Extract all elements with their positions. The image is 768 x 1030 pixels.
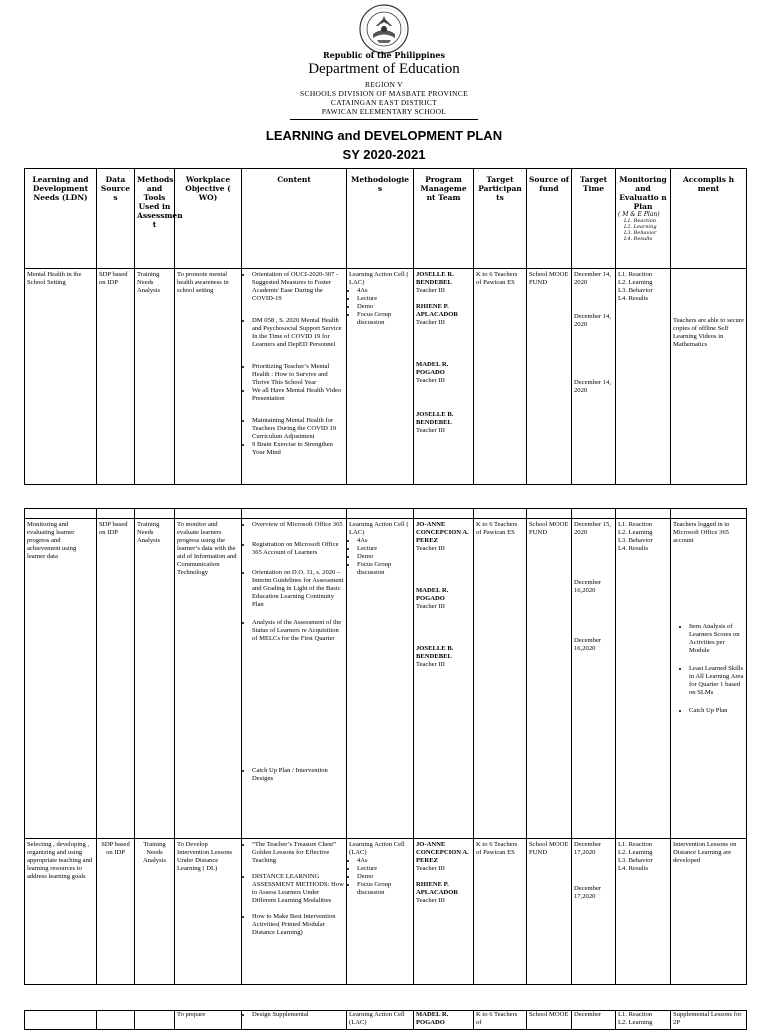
content-item: • 9 Brain Exercise to Strengthen Your Mind	[252, 441, 344, 457]
mne-level: L3. Behavior	[618, 857, 653, 864]
methodology-cell	[347, 839, 414, 985]
team-member-name: JO-ANNE CONCEPCION A. PEREZ	[416, 521, 469, 544]
time-cell	[572, 839, 616, 985]
ldn-cell: Mental Health in the School Setting	[25, 269, 97, 485]
mne-cell	[616, 269, 671, 485]
methodology-item: • Focus Group discussion	[357, 311, 411, 327]
methodology-item: • 4As	[357, 287, 411, 295]
objective-cell: To monitor and evaluate learners progress using the learner’s data with the aid of Information and Communication Technology	[175, 519, 242, 839]
participants-cell: K to 6 Teachers of	[474, 1011, 527, 1030]
team-member-role: Teacher III	[416, 897, 446, 904]
accomplishment-item: • Least Learned Skills in All Learning Area for Quarter 1 based on SLMs	[689, 665, 744, 697]
table-row	[25, 519, 747, 839]
col-content: Content	[242, 169, 347, 269]
plan-table-3	[24, 1010, 747, 1030]
plan-title: LEARNING and DEVELOPMENT PLAN	[265, 128, 503, 143]
objective-cell: To prepare	[175, 1011, 242, 1030]
target-time: December 16,2020	[574, 579, 602, 594]
objective-cell: To Develop Intervention Lessons Under Distance Learning ( DL)	[175, 839, 242, 985]
time-cell	[572, 269, 616, 485]
methodology-cell: Learning Action Cell (LAC)	[347, 1011, 414, 1030]
content-item: • Prioritizing Teacher’s Mental Health : How to Survive and Thrive This School Year	[252, 363, 344, 387]
col-mne-l3: L3. Behavior	[624, 230, 657, 236]
target-time: December 17,2020	[574, 841, 602, 856]
header-row	[25, 169, 747, 269]
source-cell: SDP based on IDP	[97, 269, 135, 485]
mne-level: L4. Results	[618, 545, 649, 552]
content-item: • Maintaining Mental Health for Teachers During the COVID 19 Curriculum Adjustment	[252, 417, 344, 441]
mne-level: L1. Reaction	[618, 1011, 653, 1018]
content-item: • Catch Up Plan / Intervention Designs	[252, 767, 344, 783]
team-member-role: Teacher III	[416, 603, 446, 610]
target-time: December 14, 2020	[574, 379, 611, 394]
blank-row	[25, 509, 747, 519]
mne-level: L2. Learning	[618, 529, 653, 536]
team-cell: MADEL R. POGADO	[414, 1011, 474, 1030]
col-mne-l2: L2. Learning	[624, 224, 657, 230]
methodology-item: • Lecture	[357, 295, 411, 303]
accomplishment-cell: Intervention Lessons on Distance Learning are developed	[671, 839, 747, 985]
col-time: Target Time	[572, 169, 616, 269]
target-time: December 16,2020	[574, 637, 602, 652]
content-item: • How to Make Best Intervention Activities( Printed Modular Distance Learning)	[252, 913, 344, 937]
content-cell	[242, 519, 347, 839]
team-member-name: JOSELLE R. BENDEBEL	[416, 271, 454, 286]
content-item: • DM 058 , S. 2020 Mental Health and Psychosocial Support Service In the Time of COVID 19 for Learners and DepED Personnel	[252, 317, 344, 349]
time-cell: December	[572, 1011, 616, 1030]
content-item: • Orientation on D.O. 31, s. 2020 – Interim Guidelines for Assessment and Grading in Light of the Basic Education Learning Continuity Plan	[252, 569, 344, 609]
methodology-cell	[347, 519, 414, 839]
ldn-cell: Selecting , developing , organizing and using appropriate teaching and learning resources to address learning goals	[25, 839, 97, 985]
team-member-name: RHIENE P. APLACADOR	[416, 881, 459, 896]
accomplishment-cell: Supplemental Lessons for 2P	[671, 1011, 747, 1030]
methodology-title: Learning Action Cell ( LAC)	[349, 271, 409, 286]
division-line: SCHOOLS DIVISION OF MASBATE PROVINCE	[300, 89, 468, 98]
col-methodologies: Methodologie s	[347, 169, 414, 269]
team-member-name: JO-ANNE CONCEPCION A. PEREZ	[416, 841, 469, 864]
methodology-item: • 4As	[357, 537, 411, 545]
methodology-cell	[347, 269, 414, 485]
team-cell	[414, 269, 474, 485]
content-item: • Overview of Microsoft Office 365	[252, 521, 344, 529]
content-cell	[242, 839, 347, 985]
team-member-role: Teacher III	[416, 661, 446, 668]
col-mne	[616, 169, 671, 269]
target-time: December 14, 2020	[574, 271, 611, 286]
content-item: • Analysis of the Assessment of the Status of Learners re Acquisition of MELCs for the First Quarter	[252, 619, 344, 643]
mne-level: L1. Reaction	[618, 521, 653, 528]
content-item: • “The Teacher’s Treasure Chest” Golden Lessons for Effective Teaching	[252, 841, 344, 865]
target-time: December 15, 2020	[574, 521, 611, 536]
participants-cell: K to 6 Teachers of Pawican ES	[474, 519, 527, 839]
methods-cell: Training Needs Analysis	[135, 269, 175, 485]
col-mne-sub: ( M & E Plan)	[618, 211, 660, 218]
ldn-cell: Monitoring and evaluating learner progress and achievement using learner data	[25, 519, 97, 839]
fund-cell: School MOOE FUND	[527, 839, 572, 985]
col-program-team: Program Manageme nt Team	[414, 169, 474, 269]
team-member-name: MADEL R. POGADO	[416, 587, 449, 602]
col-ldn: Learning and Development Needs (LDN)	[25, 169, 97, 269]
methodology-item: • Lecture	[357, 545, 411, 553]
plan-table-1	[24, 168, 747, 485]
methodology-item: • Lecture	[357, 865, 411, 873]
accomplishment-item: • Catch Up Plan	[689, 707, 744, 715]
mne-level: L4. Results	[618, 865, 649, 872]
methods-cell: Training Needs Analysis	[135, 519, 175, 839]
team-member-role: Teacher III	[416, 427, 446, 434]
team-member-role: Teacher III	[416, 287, 446, 294]
content-item: • Registration on Microsoft Office 365 Account of Learners	[252, 541, 344, 557]
team-member-role: Teacher III	[416, 865, 446, 872]
mne-cell	[616, 519, 671, 839]
source-cell: SDP based on IDP	[97, 519, 135, 839]
mne-level: L1. Reaction	[618, 271, 653, 278]
col-participants: Target Participan ts	[474, 169, 527, 269]
department-title: Department of Education	[308, 61, 460, 77]
team-member-name: JOSELLE B. BENDEBEL	[416, 645, 454, 660]
team-cell	[414, 519, 474, 839]
mne-level: L2. Learning	[618, 849, 653, 856]
team-member-name: JOSELLE B. BENDEBEL	[416, 411, 454, 426]
source-cell: SDP based on IDP	[97, 839, 135, 985]
content-item: • Design Supplemental	[252, 1011, 344, 1019]
school-year: SY 2020-2021	[342, 147, 426, 162]
col-accomplishment: Accomplis h ment	[671, 169, 747, 269]
plan-table-2	[24, 508, 747, 985]
team-member-role: Teacher III	[416, 545, 446, 552]
methodology-item: • Demo	[357, 873, 411, 881]
team-member-role: Teacher III	[416, 377, 446, 384]
mne-cell	[616, 1011, 671, 1030]
col-mne-l4: L4. Results	[624, 236, 653, 242]
methodology-item: • Focus Group discussion	[357, 561, 411, 577]
mne-level: L3. Behavior	[618, 287, 653, 294]
republic-line: Republic of the Philippines	[322, 50, 445, 60]
mne-cell	[616, 839, 671, 985]
time-cell	[572, 519, 616, 839]
content-cell	[242, 269, 347, 485]
table-row	[25, 839, 747, 985]
team-member-name: RHIENE P. APLACADOR	[416, 303, 459, 318]
accomplishment-text: Teachers are able to secure copies of offline Self Learning Videos in Mathematics	[673, 317, 744, 348]
accomplishment-item: • Item Analysis of Learners Scores on Activities per Module	[689, 623, 744, 655]
content-item: • Orientation of OUCI-2020-307 - Suggested Measures to Foster Academic Ease During the COVID-19	[252, 271, 344, 303]
col-data-source: Data Source s	[97, 169, 135, 269]
mne-level: L2. Learning	[618, 279, 653, 286]
content-item: • We all Have Mental Health Video Presentation	[252, 387, 344, 403]
team-cell	[414, 839, 474, 985]
participants-cell: K to 6 Teachers of Pawican ES	[474, 839, 527, 985]
team-member-name: MADEL R. POGADO	[416, 361, 449, 376]
methodology-item: • Focus Group discussion	[357, 881, 411, 897]
fund-cell: School MOOE	[527, 1011, 572, 1030]
district-line: CATAINGAN EAST DISTRICT	[330, 98, 438, 107]
methodology-title: Learning Action Cell ( LAC)	[349, 521, 409, 536]
region-line: REGION V	[365, 80, 403, 89]
col-mne-title: Monitoring and Evaluatio n Plan	[619, 175, 667, 211]
objective-cell: To promote mental health awareness in school setting	[175, 269, 242, 485]
mne-level: L3. Behavior	[618, 537, 653, 544]
methodology-item: • Demo	[357, 553, 411, 561]
deped-seal-icon	[359, 4, 409, 54]
col-methods: Methods and Tools Used in Assessmen t	[135, 169, 175, 269]
table-row	[25, 1011, 747, 1030]
table-row	[25, 269, 747, 485]
mne-level: L1. Reaction	[618, 841, 653, 848]
mne-level: L2. Learning	[618, 1019, 653, 1026]
col-objective: Workplace Objective ( WO)	[175, 169, 242, 269]
header-divider	[290, 119, 478, 120]
accomplishment-cell	[671, 269, 747, 485]
target-time: December 17,2020	[574, 885, 602, 900]
participants-cell: K to 6 Teachers of Pawican ES	[474, 269, 527, 485]
fund-cell: School MOOE FUND	[527, 269, 572, 485]
fund-cell: School MOOE FUND	[527, 519, 572, 839]
methodology-item: • Demo	[357, 303, 411, 311]
col-fund: Source of fund	[527, 169, 572, 269]
content-item: • DISTANCE LEARNING ASSESSMENT METHODS: How to Assess Learners Under Different Learning Modalities	[252, 873, 344, 905]
target-time: December 14, 2020	[574, 313, 611, 328]
accomplishment-text: Teachers logged in to Microsoft Office 365 account	[673, 521, 730, 544]
content-cell	[242, 1011, 347, 1030]
accomplishment-cell	[671, 519, 747, 839]
methodology-item: • 4As	[357, 857, 411, 865]
col-mne-l1: L1. Reaction	[624, 218, 657, 224]
team-member-role: Teacher III	[416, 319, 446, 326]
mne-level: L4. Results	[618, 295, 649, 302]
methodology-title: Learning Action Cell (LAC)	[349, 841, 405, 856]
school-line: PAWICAN ELEMENTARY SCHOOL	[321, 107, 447, 116]
methods-cell: Training Needs Analysis	[135, 839, 175, 985]
